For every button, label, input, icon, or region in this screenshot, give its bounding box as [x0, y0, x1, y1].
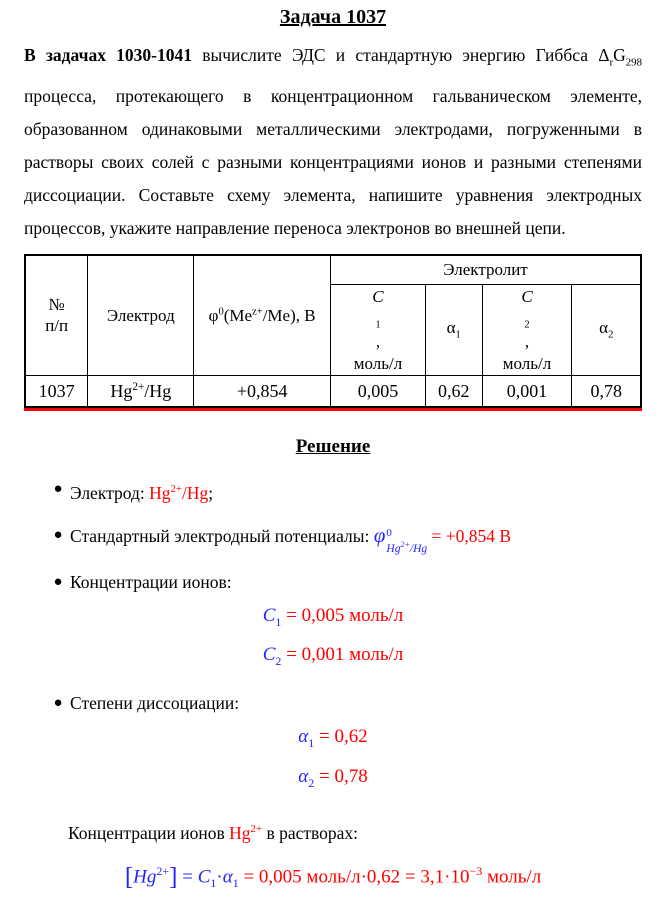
- cell-c2: 0,001: [482, 375, 572, 407]
- bullet-electrode-text: Электрод: $Hg^{2+}/Hg$;: [70, 482, 214, 503]
- page-title: Задача 1037: [279, 6, 387, 28]
- formula-hg-concentration-calc: $[Hg^{2+}] = C_1\cdot\alpha_1 = 0,005$ моль/л·0,62 = $3,1\cdot 10^{-3}$ моль/л: [124, 862, 542, 890]
- problem-statement: [24, 39, 642, 245]
- cell-potential: +0,854: [194, 375, 331, 407]
- solution-heading: Решение: [295, 435, 371, 457]
- cell-num: 1037: [25, 375, 88, 407]
- red-divider-line: [24, 408, 642, 411]
- formula-c1: $C_1 = 0,005$ моль/л: [262, 604, 404, 629]
- cell-c1: 0,005: [331, 375, 426, 407]
- gibbs-sub-298: 298: [625, 56, 642, 69]
- problem-text: вычислите ЭДС и стандартную энергию Гиббса: [191, 45, 599, 65]
- bullet-icon: ●: [53, 573, 63, 590]
- col-header-electrode: Электрод: [88, 255, 194, 376]
- conditions-table: [24, 254, 642, 408]
- bullet-potential-text: Стандартный электродный потенциалы: φ 0 $Hg^{2+}/Hg$ = +0,854 В: [70, 522, 512, 555]
- problem-lead-bold: В задачах 1030-1041: [24, 45, 192, 65]
- hg-concentration-line: Концентрации ионов $Hg^{2+}$ в растворах:: [68, 822, 359, 843]
- phi-supsub: 0 $Hg^{2+}/Hg$: [386, 526, 428, 555]
- col-header-num: № п/п: [25, 255, 88, 376]
- bullet-standard-potential: [24, 520, 642, 555]
- bullet-concentrations: [24, 567, 642, 597]
- bullet-icon: ●: [53, 695, 63, 712]
- problem-text-rest: процесса, протекающего в концентрационном гальваническом элементе, образованном одинаковыми металлическими электродами, погруженными в растворы своих солей с разными концентрациями ионов и разными степенями диссоциации. Составьте схему элемента, напишите уравнения электродных процессов, укажите направление переноса электронов во внешней цепи.: [24, 85, 642, 238]
- phi-symbol: φ: [373, 522, 386, 547]
- bullet-electrode: [24, 474, 642, 508]
- col-header-alpha2: $\alpha_2$: [572, 284, 641, 375]
- formula-c2: $C_2 = 0,001$ моль/л: [262, 644, 404, 669]
- col-header-potential: $\varphi^0(Me^{z+}/Me)$, В: [194, 255, 331, 376]
- document-page: [24, 0, 642, 898]
- gibbs-delta: Δ: [598, 45, 610, 65]
- bullet-icon: ●: [53, 526, 63, 543]
- bullet-icon: ●: [53, 480, 63, 497]
- cell-alpha2: 0,78: [572, 375, 641, 407]
- bullet-concentrations-label: Концентрации ионов:: [70, 571, 232, 592]
- col-header-c1: C $_1$ , моль/л: [331, 284, 426, 375]
- solution-bullets: [24, 474, 642, 898]
- table-row: [25, 375, 641, 407]
- col-header-c2: C $_2$ , моль/л: [482, 284, 572, 375]
- col-header-electrolyte: Электролит: [331, 255, 641, 285]
- bullet-dissociation: [24, 688, 642, 718]
- cell-electrode: $Hg^{2+}/Hg$: [88, 375, 194, 407]
- gibbs-G: G: [613, 45, 626, 65]
- col-header-alpha1: $\alpha_1$: [425, 284, 482, 375]
- bullet-dissociation-label: Степени диссоциации:: [70, 693, 240, 714]
- cell-alpha1: 0,62: [425, 375, 482, 407]
- formula-alpha1: $\alpha_1 = 0,62$: [298, 726, 368, 751]
- gibbs-sub-r: r: [609, 56, 614, 69]
- formula-alpha2: $\alpha_2 = 0,78$: [298, 766, 368, 790]
